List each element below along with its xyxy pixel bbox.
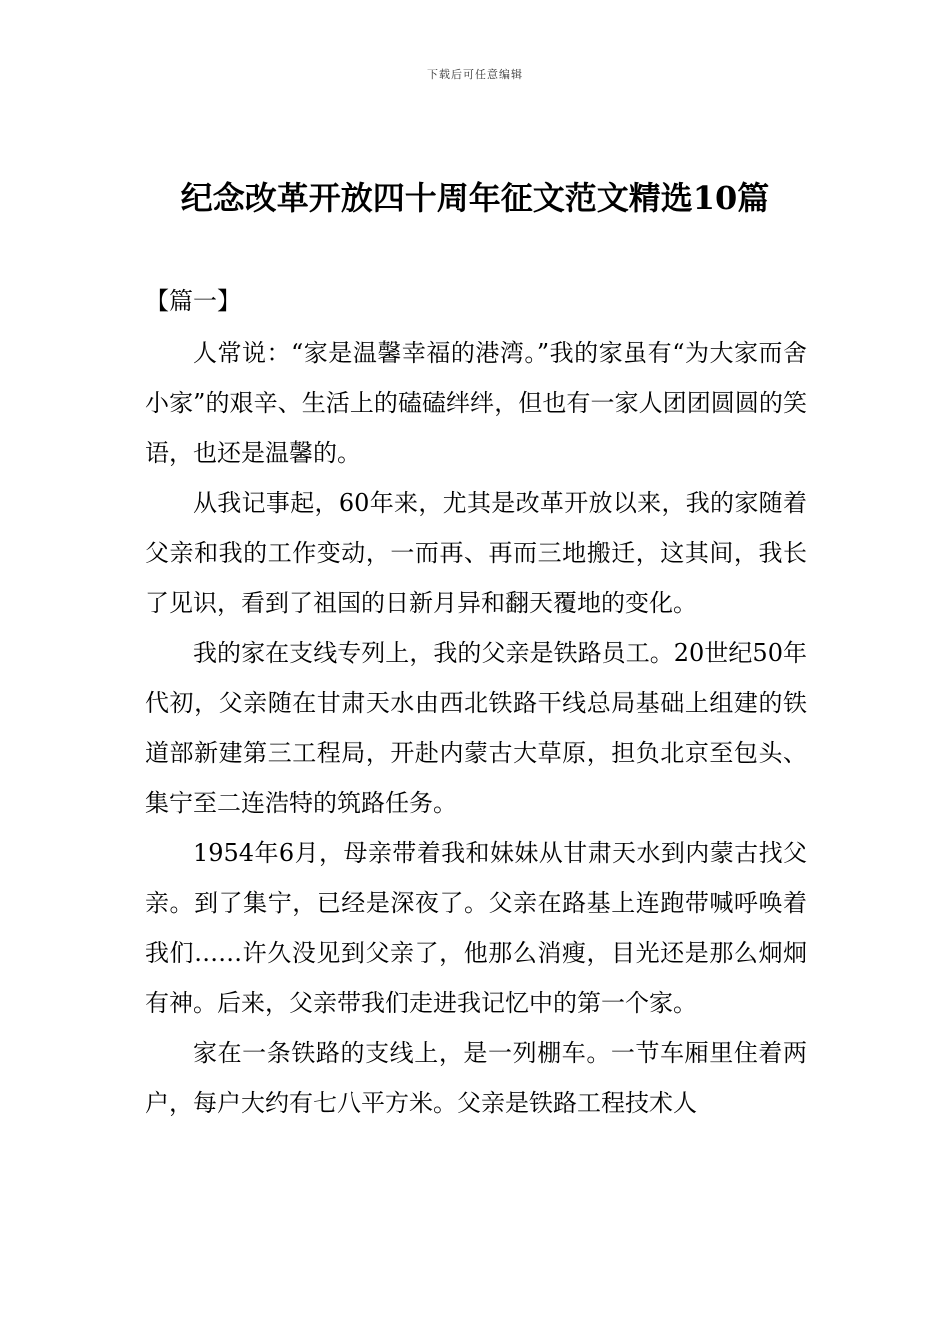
paragraph-4: 1954年6月，母亲带着我和妹妹从甘肃天水到内蒙古找父亲。到了集宁，已经是深夜了。父亲在路基上连跑带喊呼唤着我们……许久没见到父亲了，他那么消瘦，目光还是那么炯炯有神。后来，父亲带我们走进我记忆中的第一个家。 [145,839,807,1017]
paragraph-1: 人常说：“家是温馨幸福的港湾。”我的家虽有“为大家而舍小家”的艰辛、生活上的磕磕绊绊，但也有一家人团团圆圆的笑语，也还是温馨的。 [145,339,807,467]
section-label: 【篇一】 [145,287,241,315]
paragraph-5: 家在一条铁路的支线上，是一列棚车。一节车厢里住着两户，每户大约有七八平方米。父亲是铁路工程技术人 [145,1039,807,1117]
paragraph-2: 从我记事起，60年来，尤其是改革开放以来，我的家随着父亲和我的工作变动，一而再、再而三地搬迁，这其间，我长了见识，看到了祖国的日新月异和翻天覆地的变化。 [145,489,807,617]
paragraph-3: 我的家在支线专列上，我的父亲是铁路员工。20世纪50年代初，父亲随在甘肃天水由西北铁路干线总局基础上组建的铁道部新建第三工程局，开赴内蒙古大草原，担负北京至包头、集宁至二连浩特的筑路任务。 [145,639,807,817]
header-note: 下载后可任意编辑 [427,68,523,81]
document-title: 纪念改革开放四十周年征文范文精选10篇 [180,179,770,217]
document-body [145,278,807,1128]
